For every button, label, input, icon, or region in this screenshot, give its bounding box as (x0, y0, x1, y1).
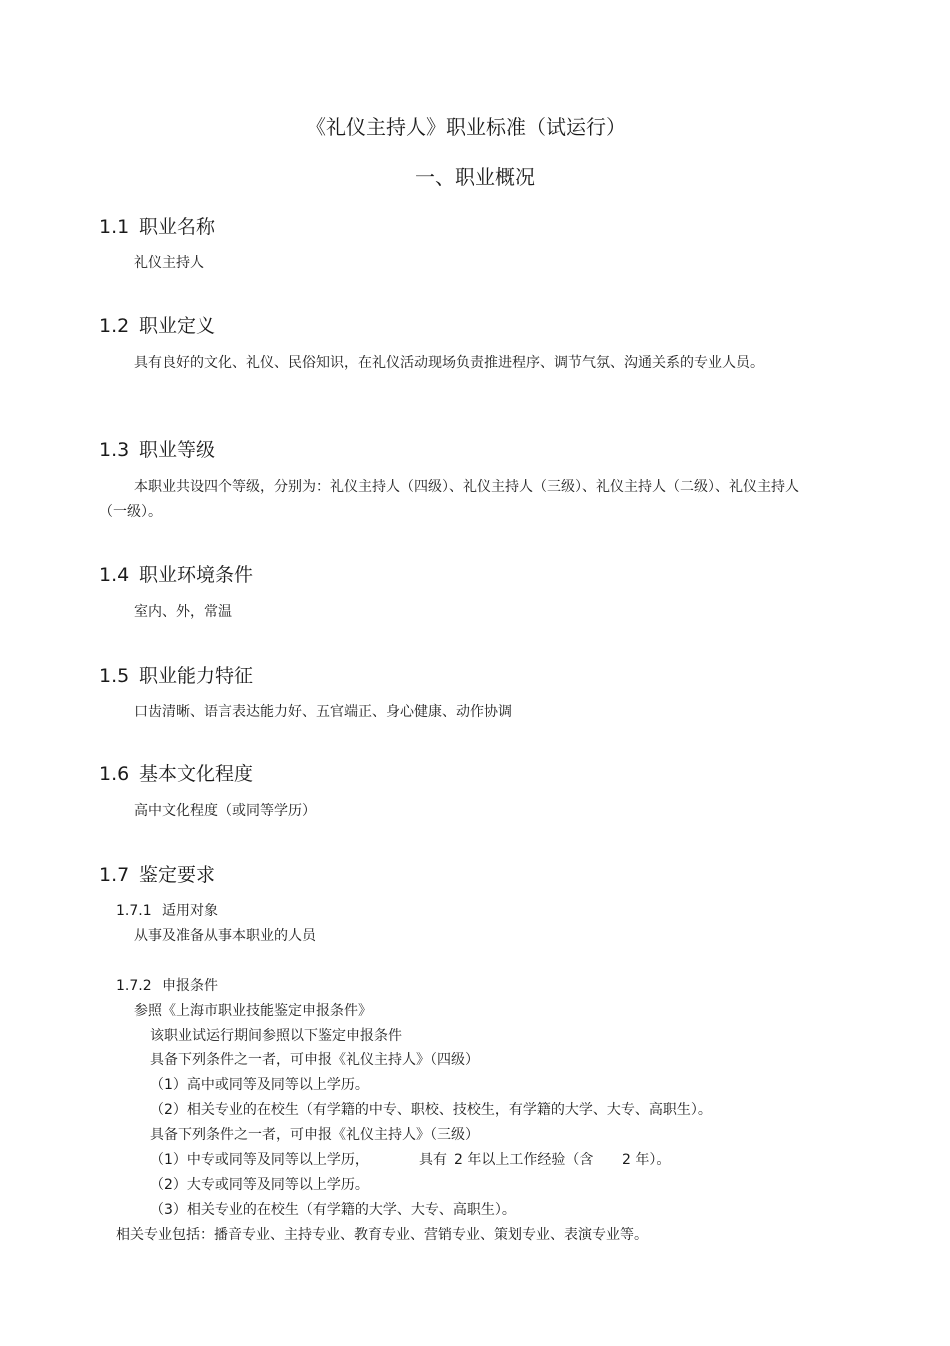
section-number: 1.1 (99, 216, 130, 238)
level3-item-1-part-d: 2 年）。 (622, 1152, 671, 1168)
subsection-heading-1-7-1 (116, 901, 218, 921)
level3-item-1-part-c: 2 年以上工作经验（含 (454, 1152, 594, 1168)
subsection-text-1-7-1: 从事及准备从事本职业的人员 (134, 928, 316, 944)
level3-item-3: （3）相关专业的在校生（有学籍的大学、大专、高职生）。 (150, 1202, 516, 1218)
section-title: 职业等级 (139, 439, 216, 461)
section-heading-1-1 (99, 214, 215, 240)
level4-item-1: （1）高中或同等及同等以上学历。 (150, 1077, 369, 1093)
section-number: 1.3 (99, 439, 130, 461)
section-number: 1.2 (99, 315, 130, 337)
section-title: 职业名称 (139, 216, 216, 238)
level3-item-1-part-b: 具有 (419, 1152, 447, 1168)
subsection-number: 1.7.2 (116, 978, 152, 994)
document-title: 《礼仪主持人》职业标准（试运行） (306, 115, 626, 139)
section-text-1-4: 室内、外，常温 (134, 604, 232, 620)
application-reference: 参照《上海市职业技能鉴定申报条件》 (134, 1003, 372, 1019)
section-title: 职业能力特征 (139, 665, 254, 687)
section-number: 1.6 (99, 763, 130, 785)
section-number: 1.7 (99, 864, 130, 886)
section-heading-1-3 (99, 437, 215, 463)
section-title: 职业环境条件 (139, 564, 254, 586)
level4-intro: 具备下列条件之一者，可申报《礼仪主持人》（四级） (150, 1052, 479, 1068)
section-heading-1-6 (99, 761, 253, 787)
section-number: 1.5 (99, 665, 130, 687)
subsection-title: 申报条件 (162, 978, 218, 994)
subsection-number: 1.7.1 (116, 903, 152, 919)
level4-item-2: （2）相关专业的在校生（有学籍的中专、职校、技校生，有学籍的大学、大专、高职生）。 (150, 1102, 712, 1118)
level3-intro: 具备下列条件之一者，可申报《礼仪主持人》（三级） (150, 1127, 479, 1143)
section-text-1-6: 高中文化程度（或同等学历） (134, 803, 316, 819)
section-heading-1-2 (99, 313, 215, 339)
section-text-1-5: 口齿清晰、语言表达能力好、五官端正、身心健康、动作协调 (134, 704, 512, 720)
section-title: 鉴定要求 (139, 864, 216, 886)
section-number: 1.4 (99, 564, 130, 586)
section-text-1-3: 本职业共设四个等级，分别为：礼仪主持人（四级）、礼仪主持人（三级）、礼仪主持人（二级）、礼仪主持人（一级）。 (99, 479, 799, 520)
subsection-heading-1-7-2 (116, 976, 218, 996)
section-heading-1-4 (99, 562, 253, 588)
level3-item-2: （2）大专或同等及同等以上学历。 (150, 1177, 369, 1193)
level3-item-1-part-a: （1）中专或同等及同等以上学历， (150, 1152, 369, 1168)
section-title: 基本文化程度 (139, 763, 254, 785)
subsection-title: 适用对象 (162, 903, 218, 919)
section-heading-1-5 (99, 663, 253, 689)
section-text-1-2: 具有良好的文化、礼仪、民俗知识，在礼仪活动现场负责推进程序、调节气氛、沟通关系的专业人员。 (134, 355, 764, 371)
related-majors-note: 相关专业包括：播音专业、主持专业、教育专业、营销专业、策划专业、表演专业等。 (116, 1227, 648, 1243)
section-text-1-1: 礼仪主持人 (134, 255, 204, 271)
trial-period-note: 该职业试运行期间参照以下鉴定申报条件 (150, 1028, 402, 1044)
section-title: 职业定义 (139, 315, 216, 337)
chapter-title: 一、职业概况 (415, 165, 535, 189)
section-heading-1-7 (99, 862, 215, 888)
